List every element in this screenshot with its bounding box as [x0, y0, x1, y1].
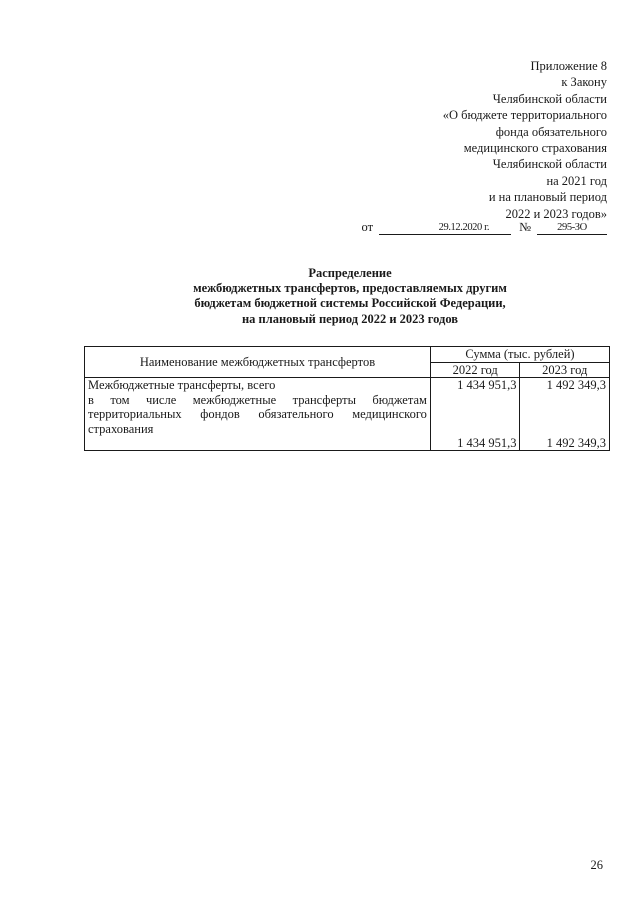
header-line: Приложение 8 [530, 59, 607, 73]
cell-2022 [430, 378, 520, 451]
header-line: к Закону [561, 75, 607, 90]
document-title [150, 266, 550, 327]
header-line: «О бюджете территориального [442, 108, 607, 123]
cell-2023 [520, 378, 610, 451]
title-line: межбюджетных трансфертов, предоставляемых другим [193, 281, 507, 296]
header-sum-cell: Сумма (тыс. рублей) [430, 347, 609, 363]
title-line: Распределение [308, 266, 392, 280]
header-name-cell: Наименование межбюджетных трансфертов [85, 347, 431, 378]
from-prefix: от [361, 220, 374, 234]
header-line: Челябинской области [492, 157, 607, 172]
header-line: фонда обязательного [495, 124, 607, 139]
title-line: бюджетам бюджетной системы Российской Федерации, [194, 296, 506, 311]
header-year-2023: 2023 год [520, 362, 610, 378]
total-2022: 1 434 951,3 [457, 378, 517, 392]
law-date-number-line [362, 220, 608, 235]
table-header-row [85, 347, 610, 363]
table-row [85, 378, 610, 451]
header-year-2022: 2022 год [430, 362, 520, 378]
row-names-cell [85, 378, 431, 451]
total-2023: 1 492 349,3 [546, 378, 606, 392]
header-line: Челябинской области [492, 91, 607, 106]
header-line: 2022 и 2023 годов» [505, 206, 607, 221]
transfers-table [84, 346, 610, 451]
header-line: и на плановый период [488, 190, 607, 205]
sub-2022: 1 434 951,3 [457, 435, 517, 450]
row-sub-name: в том числе межбюджетные трансферты бюджетам территориальных фондов обязательного медицинского страхования [88, 392, 427, 436]
header-line: медицинского страхования [463, 141, 607, 156]
title-line: на плановый период 2022 и 2023 годов [241, 311, 459, 326]
law-number: 295-ЗО [537, 221, 607, 235]
header-line: на 2021 год [546, 173, 607, 188]
sub-2023: 1 492 349,3 [546, 435, 606, 450]
appendix-header [347, 58, 607, 222]
number-sign: № [519, 220, 531, 234]
law-date: 29.12.2020 г. [379, 221, 491, 235]
row-total-name: Межбюджетные трансферты, всего [88, 378, 276, 392]
page-number: 26 [590, 858, 603, 872]
